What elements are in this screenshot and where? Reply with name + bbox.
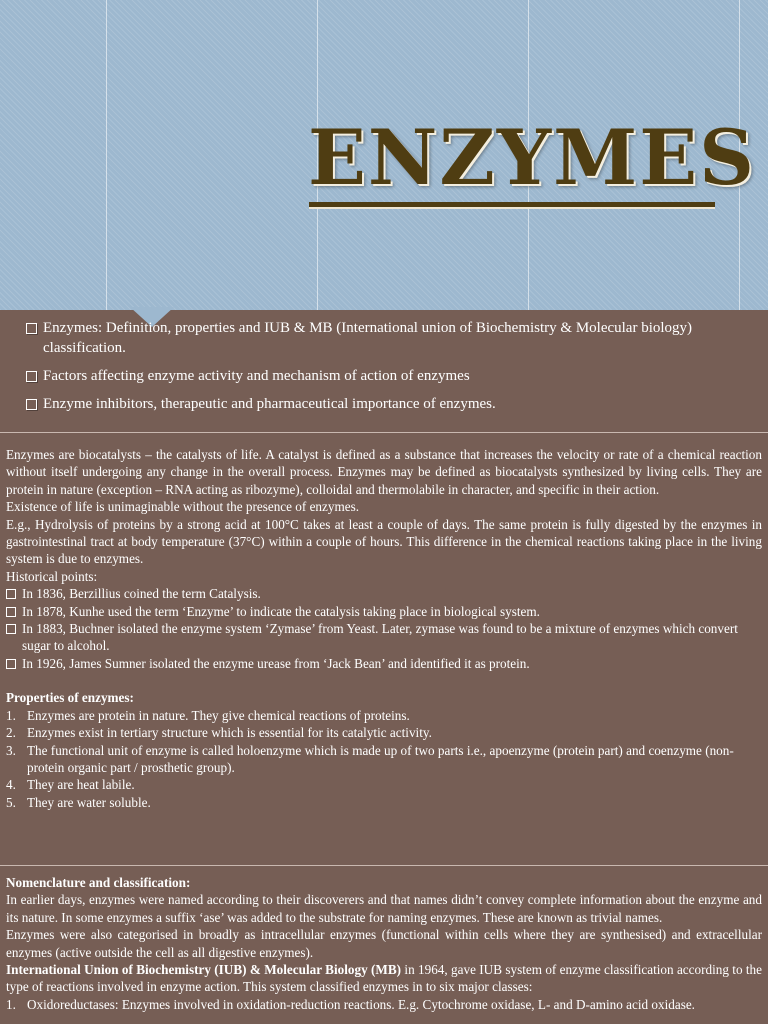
historical-item-text: In 1878, Kunhe used the term ‘Enzyme’ to indicate the catalysis taking place in biological system. [22,603,540,619]
iub-paragraph [6,961,762,996]
properties-heading: Properties of enzymes: [6,690,134,706]
property-item [6,707,762,724]
historical-item-text: In 1883, Buchner isolated the enzyme system ‘Zymase’ from Yeast. Later, zymase was found to be a mixture of enzymes which convert sugar to alcohol. [22,621,738,654]
historical-item-text: In 1926, James Sumner isolated the enzyme urease from ‘Jack Bean’ and identified it as protein. [22,655,530,671]
historical-item-text: In 1836, Berzillius coined the term Catalysis. [22,586,261,602]
property-number: 3. [6,742,16,758]
page-two [6,874,762,1013]
property-number: 1. [6,707,16,723]
page-divider [0,865,768,866]
properties-list [6,707,762,811]
enzyme-class-text: Oxidoreductases: Enzymes involved in oxidation-reduction reactions. E.g. Cytochrome oxidase, L- and D-amino acid oxidase. [27,996,695,1012]
page-divider [0,432,768,433]
property-text: Enzymes exist in tertiary structure which is essential for its catalytic activity. [27,725,432,741]
nomenclature-heading: Nomenclature and classification: [6,875,191,890]
property-text: The functional unit of enzyme is called holoenzyme which is made up of two parts i.e., apoenzyme (protein part) and coenzyme (non-protein organic part / prosthetic group). [27,742,734,775]
historical-item [6,585,762,602]
example-paragraph: E.g., Hydrolysis of proteins by a strong acid at 100°C takes at least a couple of days. The same protein is fully digested by the enzymes in gastrointestinal tract at body temperature (37°C) within a couple of hours. This difference in the chemical reactions taking place in the living system is due to enzymes. [6,516,762,567]
property-text: They are heat labile. [27,777,135,793]
historical-item [6,620,762,655]
title-slide-header [0,0,768,310]
slide-title: ENZYMES [308,113,757,202]
checkbox-bullet-icon [6,589,16,599]
historical-heading: Historical points: [6,568,98,584]
categories-paragraph: Enzymes were also categorised in broadly as intracellular enzymes (functional within cells where they are synthesised) and extracellular enzymes (active outside the cell as all digestive enzymes). [6,927,762,960]
slide-bullet-text: Enzyme inhibitors, therapeutic and pharmaceutical importance of enzymes. [43,396,496,412]
property-item [6,794,762,811]
existence-paragraph: Existence of life is unimaginable without the presence of enzymes. [6,499,360,515]
checkbox-bullet-icon [26,323,37,334]
slide-bullet [26,394,746,414]
title-underline [309,202,715,207]
iub-bold-text: International Union of Biochemistry (IUB) & Molecular Biology (MB) [6,962,402,978]
slide-bullet [26,318,746,358]
slide-bullet-text: Factors affecting enzyme activity and mechanism of action of enzymes [43,368,470,384]
slide-bullet-list [26,318,746,422]
property-number: 2. [6,725,16,741]
property-text: Enzymes are protein in nature. They give chemical reactions of proteins. [27,707,410,723]
checkbox-bullet-icon [6,607,16,617]
checkbox-bullet-icon [6,659,16,669]
checkbox-bullet-icon [26,399,37,410]
historical-item [6,655,762,672]
checkbox-bullet-icon [26,371,37,382]
page-one [6,446,762,811]
property-number: 4. [6,777,16,793]
property-text: They are water soluble. [27,794,151,810]
property-item [6,742,762,777]
historical-list [6,585,762,672]
decorative-line [106,0,107,310]
historical-item [6,603,762,620]
iub-text: in 1964, gave IUB system of enzyme classification according to the type of reactions involved in enzyme action. This system classified enzymes in to six major classes: [6,962,763,995]
slide-bullet [26,366,746,386]
intro-paragraph: Enzymes are biocatalysts – the catalysts of life. A catalyst is defined as a substance that increases the velocity or rate of a chemical reaction without itself undergoing any change in the overall process. Enzymes may be defined as biocatalysts synthesized by living cells. They are protein in nature (exception – RNA acting as ribozyme), colloidal and thermolabile in character, and specific in their action. [6,447,762,497]
property-item [6,724,762,741]
slide-bullet-text: Enzymes: Definition, properties and IUB & MB (International union of Biochemistry & Molecular biology) classification. [43,320,693,356]
checkbox-bullet-icon [6,624,16,634]
enzyme-class-item [6,996,762,1013]
enzyme-class-number: 1. [6,996,16,1012]
property-number: 5. [6,794,16,810]
property-item [6,776,762,793]
spacer [6,672,762,689]
enzyme-class-list [6,996,762,1013]
nomenclature-paragraph: In earlier days, enzymes were named according to their discoverers and that names didn’t convey complete information about the enzyme and its nature. In some enzymes a suffix ‘ase’ was added to the substrate for naming enzymes. These are known as trivial names. [6,892,762,925]
